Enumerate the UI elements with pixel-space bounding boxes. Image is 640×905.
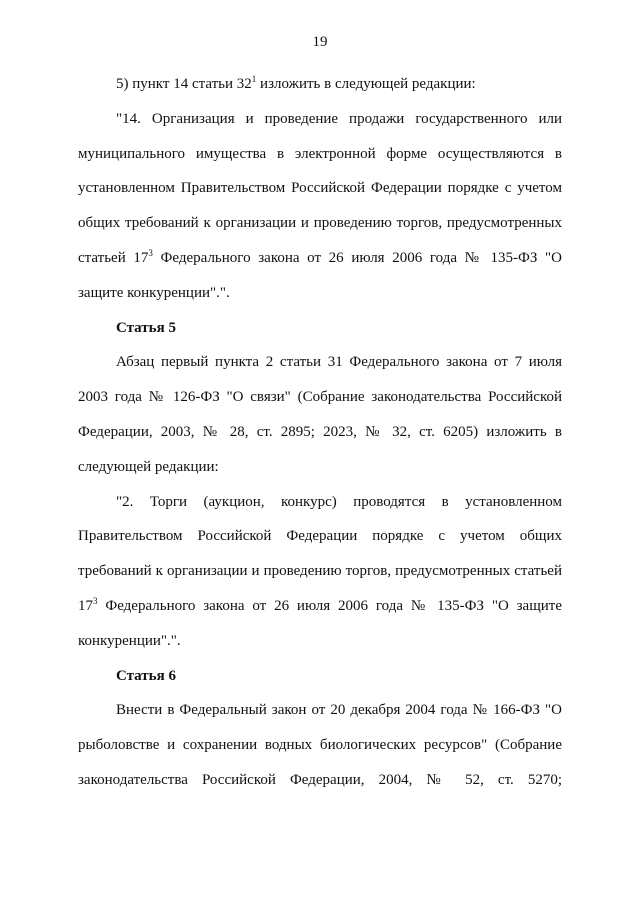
paragraph-item-5: 5) пункт 14 статьи $32^1$ изложить в следующей редакции: bbox=[116, 74, 476, 92]
page-number: 19 bbox=[312, 34, 328, 50]
document-body bbox=[78, 67, 562, 798]
paragraph-quote-2: "2. Торги (аукцион, конкурс) проводятся в установленном Правительством Российской Федерации порядке с учетом общих требований к организации и проведению торгов, предусмотренных статьей $17^3$ Федерального закона от 26 июля 2006 года № 135-ФЗ "О защите конкуренции".". bbox=[78, 493, 562, 649]
superscript: 3 bbox=[148, 247, 153, 258]
superscript: 3 bbox=[93, 595, 98, 606]
paragraph-quote-14: "14. Организация и проведение продажи государственного или муниципального имущества в электронной форме осуществляются в установленном Правительством Российской Федерации порядке с учетом общих требований к организации и проведению торгов, предусмотренных статьей $17^3$ Федерального закона от 26 июля 2006 года № 135-ФЗ "О защите конкуренции".". bbox=[78, 110, 562, 301]
paragraph-article-5: Абзац первый пункта 2 статьи 31 Федерального закона от 7 июля 2003 года № 126-ФЗ "О связи" (Собрание законодательства Российской Федерации, 2003, № 28, ст. 2895; 2023, № 32, ст. 6205) изложить в следующей редакции: bbox=[78, 354, 562, 475]
article-heading-5: Статья 5 bbox=[116, 319, 176, 336]
superscript: 1 bbox=[251, 74, 257, 84]
paragraph-article-6: Внести в Федеральный закон от 20 декабря 2004 года № 166-ФЗ "О рыболовстве и сохранении водных биологических ресурсов" (Собрание законодательства Российской Федерации, 2004, № 52, ст. 5270; bbox=[78, 702, 562, 788]
article-heading-6: Статья 6 bbox=[116, 667, 176, 684]
